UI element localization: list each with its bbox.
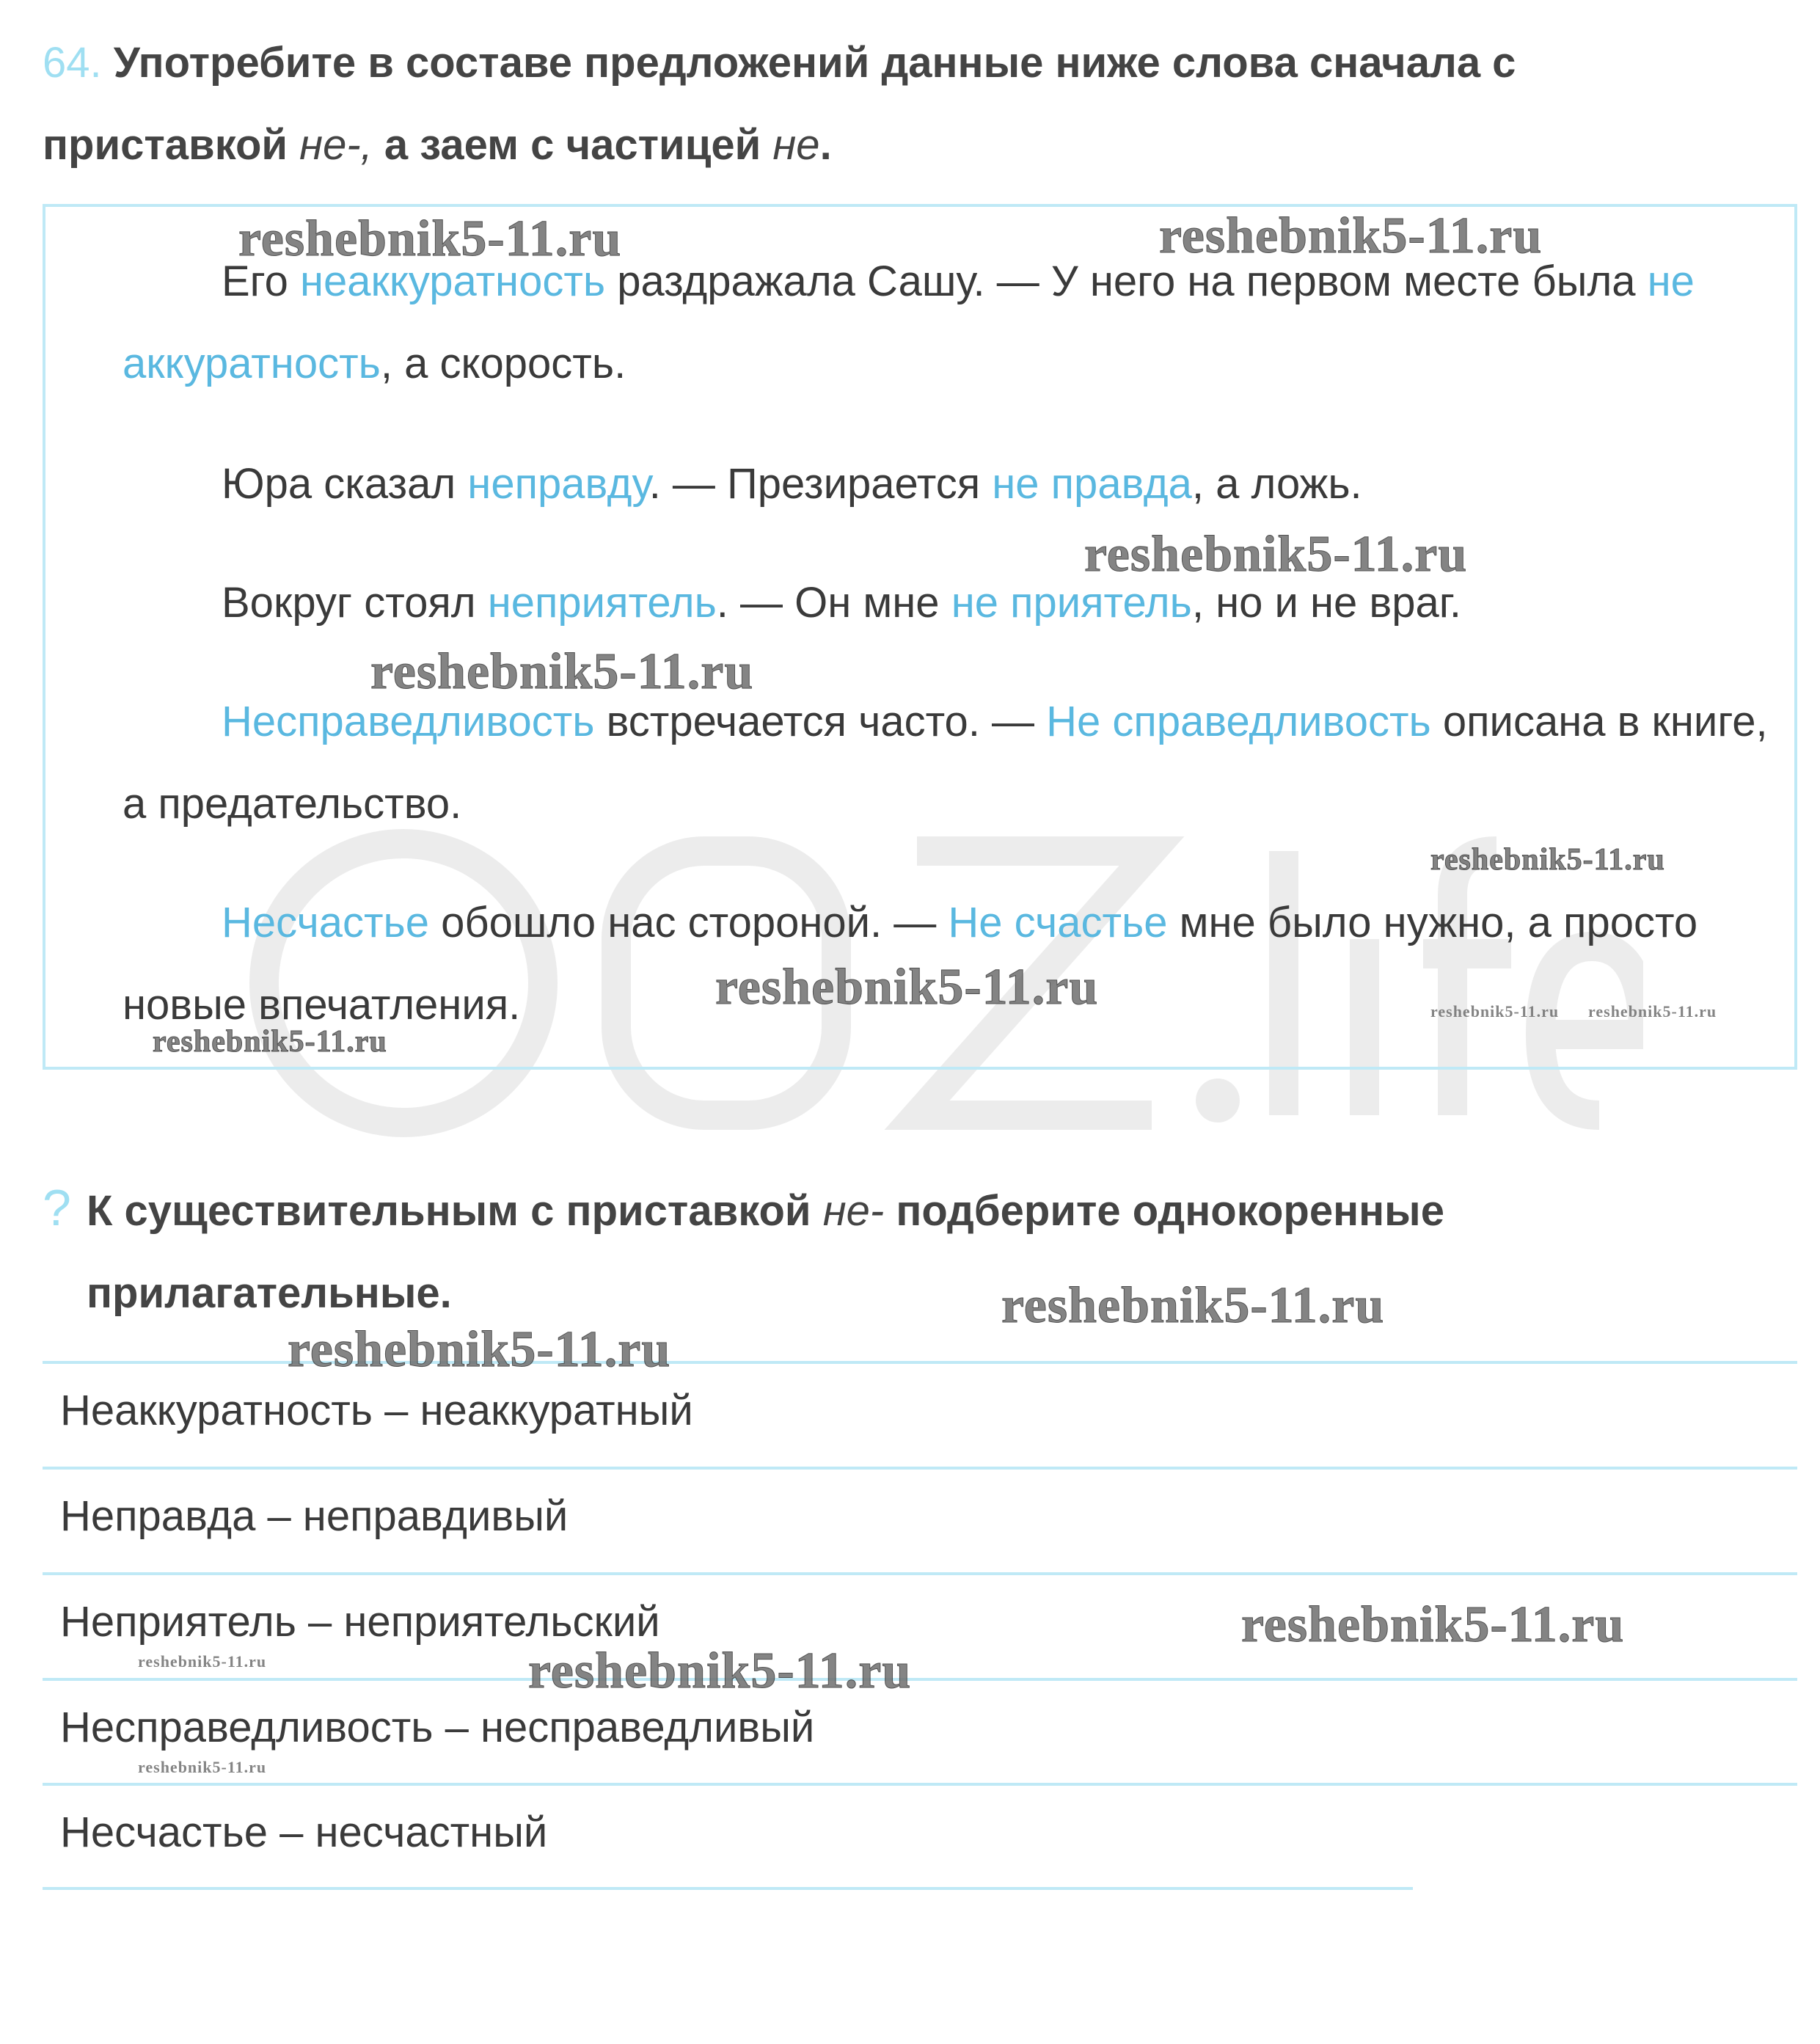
task-prefix-word: не-, (299, 121, 373, 169)
text: , но и не враг. (1191, 579, 1461, 627)
highlight-word: не приятель (951, 579, 1192, 627)
answer-paragraph-3 (123, 562, 1773, 644)
pair-text: Несправедливость – несправедливый (60, 1704, 815, 1751)
text: раздражала Сашу. — У него на первом месте была (605, 258, 1648, 305)
answer-paragraph-2 (123, 443, 1773, 525)
text: . — Он мне (716, 579, 951, 627)
text: обошло нас стороной. — (429, 899, 949, 946)
task-title-end: . (819, 121, 832, 169)
task-title (43, 22, 1752, 186)
question (43, 1167, 1693, 1335)
question-text-2: подберите однокоренные (884, 1187, 1444, 1235)
watermark: reshebnik5-11.ru (288, 1321, 671, 1378)
watermark: reshebnik5-11.ru (1588, 1002, 1717, 1021)
highlight-word: Несправедливость (222, 698, 595, 745)
watermark: reshebnik5-11.ru (715, 959, 1099, 1015)
text: мне было нужно, а просто новые впечатления. (123, 899, 1698, 1029)
pair-text: Несчастье – несчастный (60, 1808, 548, 1856)
watermark: reshebnik5-11.ru (1430, 1002, 1560, 1021)
text: Вокруг стоял (222, 579, 488, 627)
watermark: reshebnik5-11.ru (1241, 1596, 1625, 1653)
pair-text: Неприятель – неприятельский (60, 1598, 660, 1646)
pair-row (43, 1783, 1797, 1888)
answer-paragraph-4 (123, 681, 1773, 845)
text: Его (222, 258, 300, 305)
watermark: reshebnik5-11.ru (1084, 526, 1468, 583)
question-text-1: К существительным с приставкой (87, 1187, 823, 1235)
highlight-word: неаккуратность (299, 258, 606, 305)
pair-row (43, 1467, 1797, 1572)
highlight-word: не правда (992, 460, 1192, 508)
pair-text: Неправда – неправдивый (60, 1492, 569, 1540)
question-prefix-word: не- (822, 1187, 885, 1235)
watermark: reshebnik5-11.ru (138, 1758, 267, 1776)
highlight-word: Не счастье (948, 899, 1168, 946)
question-mark-icon: ? (43, 1179, 71, 1236)
highlight-word: неприятель (487, 579, 717, 627)
watermark: reshebnik5-11.ru (370, 643, 754, 700)
text: , а ложь. (1191, 460, 1362, 508)
watermark: reshebnik5-11.ru (1001, 1277, 1385, 1334)
highlight-word: Не справедливость (1046, 698, 1431, 745)
highlight-word: неправду (467, 460, 649, 508)
watermark: reshebnik5-11.ru (1430, 843, 1665, 877)
answer-box (43, 204, 1797, 1070)
text: встречается часто. — (594, 698, 1047, 745)
watermark: reshebnik5-11.ru (153, 1025, 387, 1059)
text: , а скорость. (380, 340, 626, 387)
question-text-3: прилагательные. (87, 1269, 452, 1317)
highlight-word: Несчастье (222, 899, 430, 946)
task-number: 64. (43, 39, 102, 87)
task-title-text-1: Употребите в составе предложений данные ниже слова сначала с приставкой (43, 39, 1516, 169)
highlight-word: не аккуратность (123, 258, 1695, 387)
text: Юра сказал (222, 460, 468, 508)
pair-row (43, 1678, 1797, 1783)
watermark: reshebnik5-11.ru (528, 1643, 912, 1699)
text: описана в книге, а предательство. (123, 698, 1768, 828)
task-title-text-2: а заем с частицей (372, 121, 773, 169)
task-particle-word: не (772, 121, 820, 169)
pair-text: Неаккуратность – неаккуратный (60, 1387, 693, 1434)
watermark: reshebnik5-11.ru (1159, 208, 1543, 264)
watermark: reshebnik5-11.ru (138, 1652, 267, 1671)
watermark: reshebnik5-11.ru (238, 211, 622, 267)
text: . — Презирается (648, 460, 993, 508)
bottom-rule (43, 1887, 1413, 1890)
